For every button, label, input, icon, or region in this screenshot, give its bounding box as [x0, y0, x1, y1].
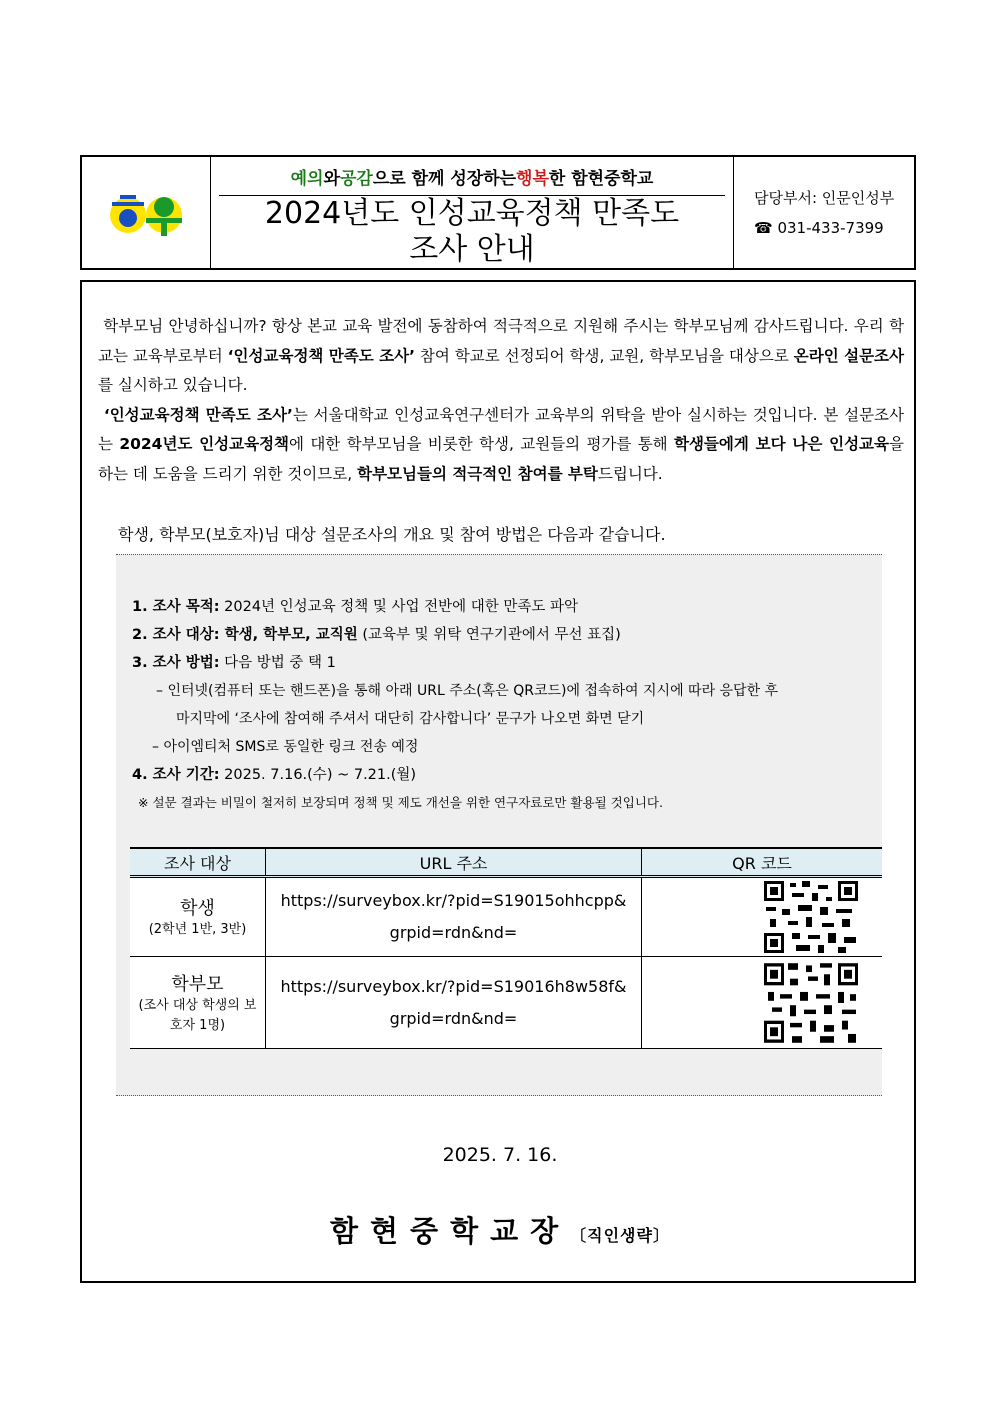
school-slogan: 예의 와 공감 으로 함께 성장하는 행복 한 함현중학교	[219, 157, 725, 196]
qr-code-icon[interactable]	[762, 879, 860, 955]
target-cell: 학생 (2학년 1반, 3반)	[130, 877, 266, 957]
intro-text	[98, 312, 904, 489]
item-period: 4. 조사 기간: 2025. 7.16.(수) ~ 7.21.(월)	[132, 767, 417, 783]
document-body	[80, 280, 916, 1283]
intro-paragraph-2: ‘인성교육정책 만족도 조사’는 서울대학교 인성교육연구센터가 교육부의 위탁을 받아 실시하는 것입니다. 본 설문조사는 2024년도 인성교육정책에 대한 학부모님을 비롯한 학생, 교원들의 평가를 통해 학생들에게 보다 나은 인성교육을 하는 데 도움을 드리기 위한 것이므로, 학부모님들의 적극적인 참여를 부탁드립니다.	[98, 405, 904, 483]
principal-signature: 함현중학교장〔직인생략〕	[330, 1214, 670, 1248]
method-online-cont: 마지막에 ‘조사에 참여해 주셔서 대단히 감사합니다’ 문구가 나오면 화면 닫기	[176, 711, 645, 727]
method-online: – 인터넷(컴퓨터 또는 핸드폰)을 통해 아래 URL 주소(혹은 QR코드)에 접속하여 지시에 따라 응답한 후	[156, 683, 779, 699]
survey-table	[130, 847, 882, 1049]
page-title	[211, 196, 733, 268]
lead-sentence: 학생, 학부모(보호자)님 대상 설문조사의 개요 및 참여 방법은 다음과 같습니다.	[118, 525, 666, 544]
qr-cell	[642, 957, 883, 1049]
seal-omitted: 〔직인생략〕	[570, 1226, 670, 1245]
survey-items	[132, 593, 778, 817]
url-cell[interactable]: https://surveybox.kr/?pid=S19015ohhcpp& grpid=rdn&nd=	[266, 877, 642, 957]
qr-cell	[642, 877, 883, 957]
phone-number: 031-433-7399	[777, 218, 884, 237]
item-target: 2. 조사 대상: 학생, 학부모, 교직원 (교육부 및 위탁 연구기관에서 무선 표집)	[132, 627, 621, 643]
department-cell	[734, 157, 914, 268]
survey-link[interactable]: https://surveybox.kr/?pid=S19016h8w58f&	[280, 976, 627, 996]
department-label: 담당부서: 인문인성부	[754, 188, 895, 207]
school-logo-cell	[82, 157, 211, 268]
document-date: 2025. 7. 16.	[442, 1144, 558, 1166]
item-purpose: 1. 조사 목적: 2024년 인성교육 정책 및 사업 전반에 대한 만족도 파악	[132, 599, 579, 615]
table-header-row	[130, 848, 882, 877]
school-logo-icon	[106, 185, 186, 241]
qr-code-icon[interactable]	[762, 961, 860, 1045]
privacy-note: ※ 설문 결과는 비밀이 철저히 보장되며 정책 및 제도 개선을 위한 연구자료로만 활용될 것입니다.	[138, 795, 663, 810]
target-cell: 학부모 (조사 대상 학생의 보호자 1명)	[130, 957, 266, 1049]
table-row	[130, 877, 882, 957]
header-target: 조사 대상	[130, 848, 266, 877]
url-cell[interactable]: https://surveybox.kr/?pid=S19016h8w58f& grpid=rdn&nd=	[266, 957, 642, 1049]
title-line-2: 조사 안내	[409, 232, 535, 267]
intro-paragraph-1: 학부모님 안녕하십니까? 항상 본교 교육 발전에 동참하여 적극적으로 지원해 주시는 학부모님께 감사드립니다. 우리 학교는 교육부로부터 ‘인성교육정책 만족도 조사’ 참여 학교로 선정되어 학생, 교원, 학부모님을 대상으로 온라인 설문조사를 실시하고 있습니다.	[98, 317, 905, 394]
survey-link[interactable]: https://surveybox.kr/?pid=S19015ohhcpp&	[280, 891, 627, 910]
title-cell	[211, 157, 734, 268]
method-sms: – 아이엠티처 SMS로 동일한 링크 전송 예정	[152, 739, 419, 755]
title-line-1: 2024년도 인성교육정책 만족도	[264, 196, 680, 231]
item-method: 3. 조사 방법: 다음 방법 중 택 1	[132, 655, 336, 671]
header-qr: QR 코드	[642, 848, 883, 877]
header-table	[80, 155, 916, 270]
phone-icon: ☎	[754, 218, 773, 237]
table-row	[130, 957, 882, 1049]
survey-info-box	[116, 554, 882, 1096]
phone-line	[754, 213, 914, 243]
header-url: URL 주소	[266, 848, 642, 877]
